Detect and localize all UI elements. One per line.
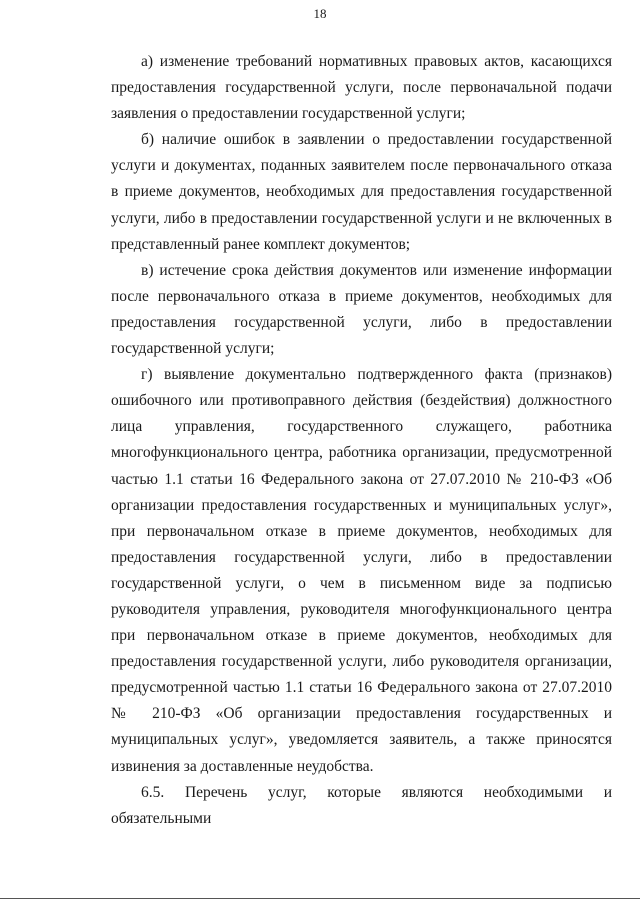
paragraph-b: б) наличие ошибок в заявлении о предоставлении государственной услуги и документах, поданных заявителем после первоначального отказа в приеме документов, необходимых для предоставления государственной услуги, либо в предоставлении государственной услуги и не включенных в представленный ранее комплект документов; [111,131,612,253]
paragraph-a: а) изменение требований нормативных правовых актов, касающихся предоставления государственной услуги, после первоначальной подачи заявления о предоставлении государственной услуги; [111,53,612,123]
paragraph-g: г) выявление документально подтвержденного факта (признаков) ошибочного или противоправного действия (бездействия) должностного лица управления, государственного служащего, работника многофункционального центра, работника организации, предусмотренной частью 1.1 статьи 16 Федерального закона от 27.07.2010 № 210-ФЗ «Об организации предоставления государственных и муниципальных услуг», при первоначальном отказе в приеме документов, необходимых для предоставления государственной услуги, либо в предоставлении государственной услуги, о чем в письменном виде за подписью руководителя управления, руководителя многофункционального центра при первоначальном отказе в приеме документов, необходимых для предоставления государственной услуги, либо руководителя организации, предусмотренной частью 1.1 статьи 16 Федерального закона от 27.07.2010 № 210-ФЗ «Об организации предоставления государственных и муниципальных услуг», уведомляется заявитель, а также приносятся извинения за доставленные неудобства. [111,366,612,775]
section-6-5-heading: 6.5. Перечень услуг, которые являются необходимыми и обязательными [111,783,612,827]
bottom-page-edge [0,898,640,899]
document-body [111,49,612,832]
paragraph-v: в) истечение срока действия документов или изменение информации после первоначального отказа в приеме документов, необходимых для предоставления государственной услуги, либо в предоставлении государственной услуги; [111,261,612,358]
page-number: 18 [313,6,327,21]
